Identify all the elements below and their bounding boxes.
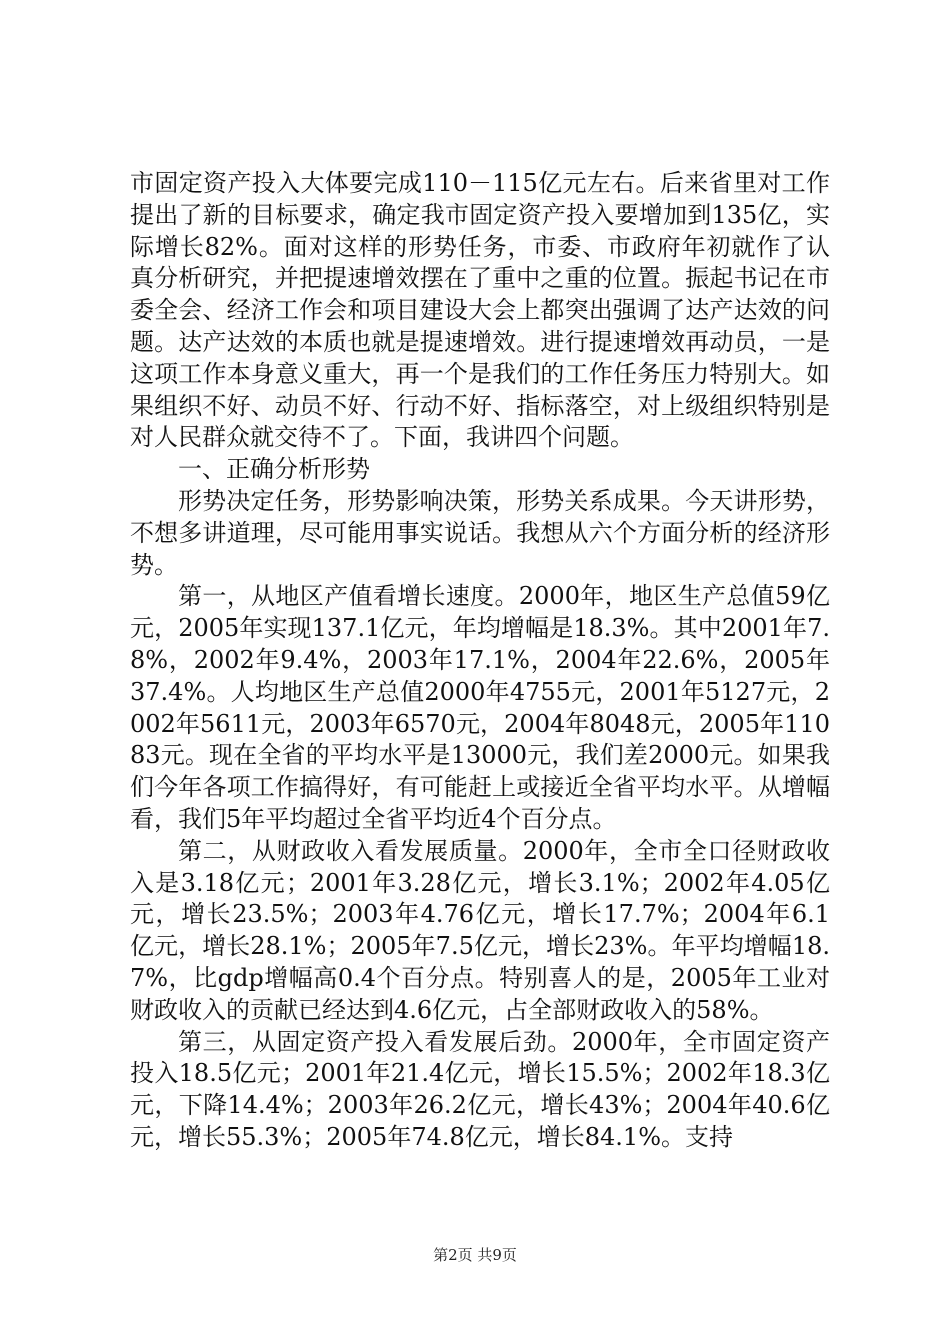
paragraph-second-point: 第二，从财政收入看发展质量。2000年，全市全口径财政收入是3.18亿元；2001年3.28亿元，增长3.1%；2002年4.05亿元，增长23.5%；2003年4.76亿元，增长17.7%；2004年6.1亿元，增长28.1%；2005年7.5亿元，增长23%。年平均增幅18.7%，比gdp增幅高0.4个百分点。特别喜人的是，2005年工业对财政收入的贡献已经达到4.6亿元，占全部财政收入的58%。 [130, 836, 830, 1024]
paragraph-third-point: 第三，从固定资产投入看发展后劲。2000年，全市固定资产投入18.5亿元；2001年21.4亿元，增长15.5%；2002年18.3亿元，下降14.4%；2003年26.2亿元，增长43%；2004年40.6亿元，增长55.3%；2005年74.8亿元，增长84.1%。支持 [130, 1027, 830, 1151]
paragraph-first-point: 第一，从地区产值看增长速度。2000年，地区生产总值59亿元，2005年实现137.1亿元，年均增幅是18.3%。其中2001年7.8%，2002年9.4%，2003年17.1%，2004年22.6%，2005年37.4%。人均地区生产总值2000年4755元，2001年5127元，2002年5611元，2003年6570元，2004年8048元，2005年11083元。现在全省的平均水平是13000元，我们差2000元。如果我们今年各项工作搞得好，有可能赶上或接近全省平均水平。从增幅看，我们5年平均超过全省平均近4个百分点。 [130, 582, 830, 833]
document-body [130, 168, 830, 1154]
paragraph-intro: 市固定资产投入大体要完成110－115亿元左右。后来省里对工作提出了新的目标要求，确定我市固定资产投入要增加到135亿，实际增长82%。面对这样的形势任务，市委、市政府年初就作了认真分析研究，并把提速增效摆在了重中之重的位置。振起书记在市委全会、经济工作会和项目建设大会上都突出强调了达产达效的问题。达产达效的本质也就是提速增效。进行提速增效再动员，一是这项工作本身意义重大，再一个是我们的工作任务压力特别大。如果组织不好、动员不好、行动不好、指标落空，对上级组织特别是对人民群众就交待不了。下面，我讲四个问题。 [130, 169, 830, 452]
page-footer [0, 1245, 950, 1265]
section-heading: 一、正确分析形势 [178, 455, 370, 484]
paragraph-situation: 形势决定任务，形势影响决策，形势关系成果。今天讲形势，不想多讲道理，尽可能用事实说话。我想从六个方面分析的经济形势。 [130, 486, 830, 579]
page-number-label: 第2页 共9页 [433, 1246, 517, 1264]
